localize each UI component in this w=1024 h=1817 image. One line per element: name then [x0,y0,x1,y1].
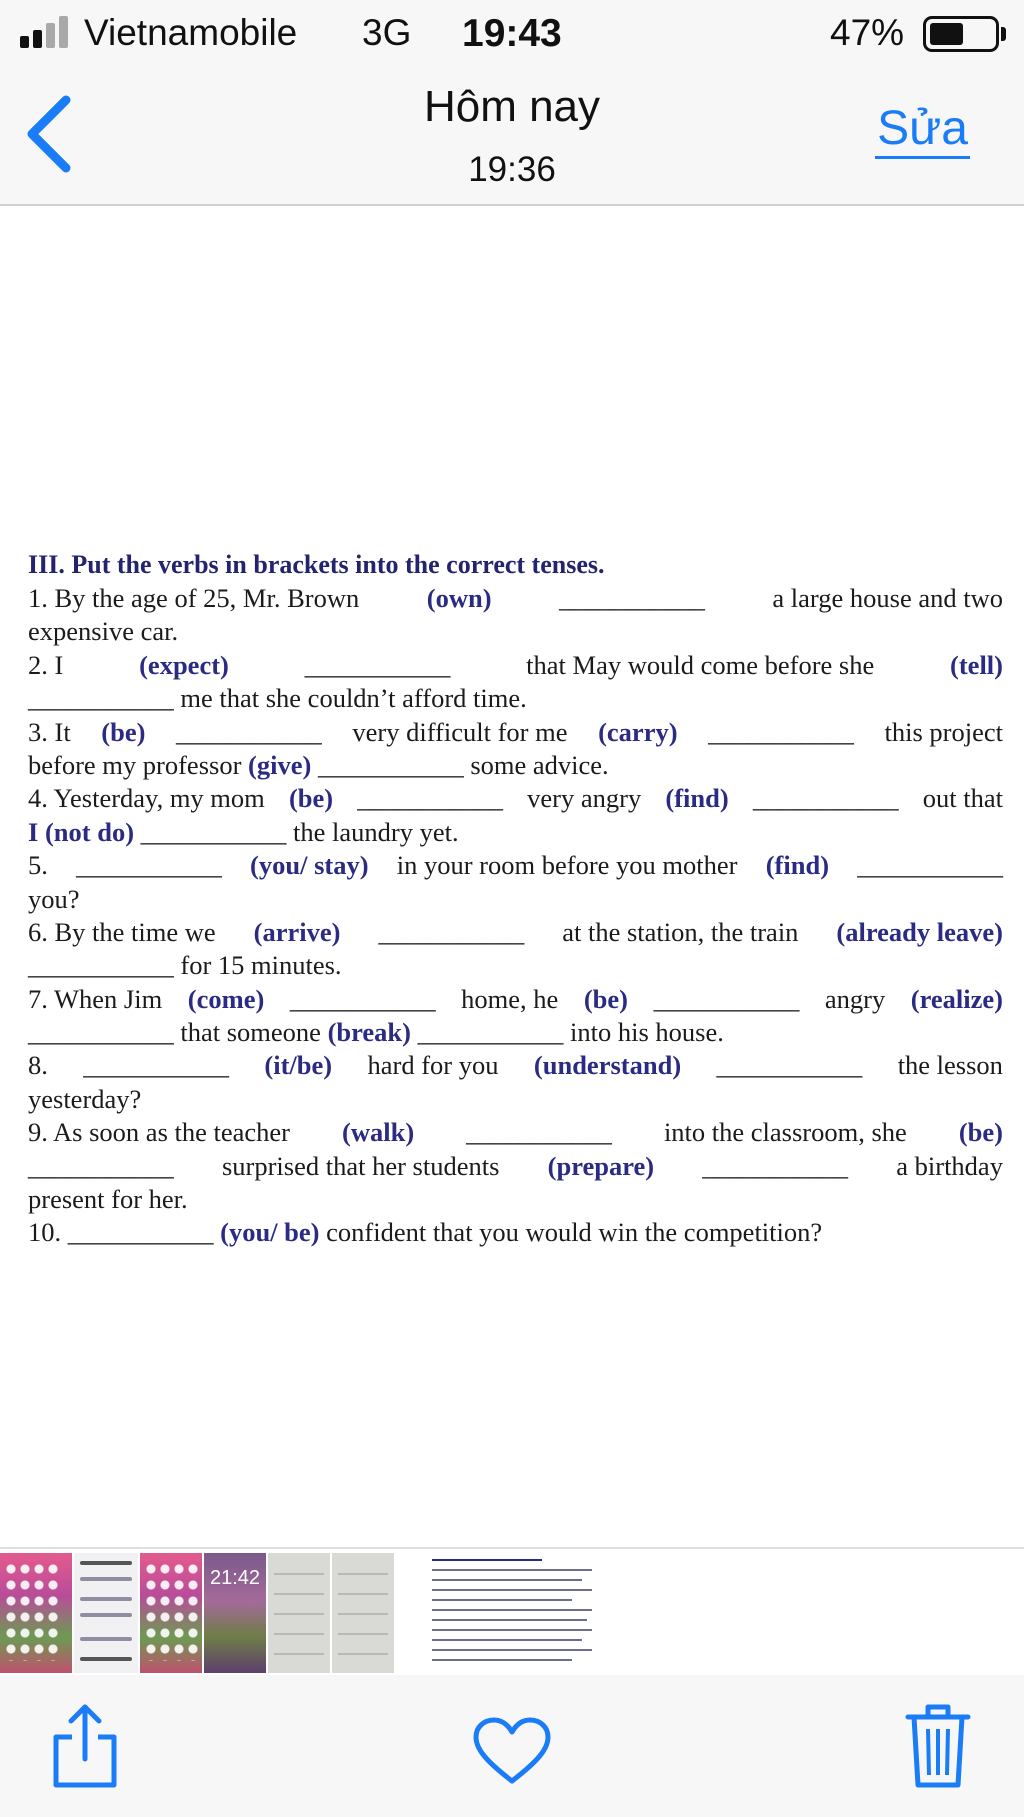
exercise-line: I (not do) ___________ the laundry yet. [28,816,459,847]
thumbnail-paper-photo[interactable] [332,1553,394,1673]
battery-tip [1001,27,1006,41]
thumbnail-paper-photo[interactable] [268,1553,330,1673]
exercise-line: ___________ for 15 minutes. [28,950,342,981]
status-clock: 19:43 [462,12,562,55]
exercise-line: 5. ___________ (you/ stay) in your room before you mother (find) ___________ [28,850,1003,881]
exercise-line: before my professor (give) ___________ some advice. [28,749,609,780]
navigation-bar [0,66,1024,206]
edit-button[interactable]: Sửa [875,102,970,159]
exercise-line: 10. ___________ (you/ be) confident that you would win the competition? [28,1217,823,1248]
exercise-line: 7. When Jim (come) ___________ home, he (be) ___________ angry (realize) [28,983,1003,1014]
heart-icon[interactable] [472,1717,552,1787]
exercise-line: 4. Yesterday, my mom (be) ___________ very angry (find) ___________ out that [28,783,1003,814]
share-icon[interactable] [50,1701,120,1791]
exercise-heading: III. Put the verbs in brackets into the correct tenses. [28,550,605,579]
thumbnail-lock-screen[interactable]: 21:42 [204,1553,266,1673]
carrier-name: Vietnamobile [84,12,298,53]
exercise-line: 3. It (be) ___________ very difficult for me (carry) ___________ this project [28,716,1003,747]
exercise-line: 1. By the age of 25, Mr. Brown (own) ___________ a large house and two [28,583,1003,613]
exercise-line: ___________ me that she couldn’t afford time. [28,683,527,714]
signal-strength-icon [20,16,74,48]
exercise-line: 6. By the time we (arrive) ___________ at the station, the train (already leave) [28,916,1003,947]
exercise-line: yesterday? [28,1083,142,1114]
status-bar [0,0,1024,66]
trash-icon[interactable] [904,1701,972,1791]
battery-percent: 47% [830,12,905,53]
exercise-line: 2. I (expect) ___________ that May would come before she (tell) [28,649,1003,680]
exercise-line: expensive car. [28,616,179,647]
exercise-line: 8. ___________ (it/be) hard for you (understand) ___________ the lesson [28,1050,1003,1081]
page-subtitle-time: 19:36 [468,150,556,189]
thumbnail-home-screen[interactable] [0,1553,72,1673]
exercise-line: present for her. [28,1184,188,1215]
exercise-line: you? [28,883,80,914]
exercise-line: 9. As soon as the teacher (walk) ___________ into the classroom, she (be) [28,1117,1003,1148]
battery-level [930,23,963,45]
bottom-toolbar [0,1675,1024,1817]
page-title: Hôm nay [423,82,601,131]
thumbnail-home-screen[interactable] [140,1553,202,1673]
network-type: 3G [362,12,412,53]
chevron-left-icon[interactable] [22,92,82,176]
exercise-line: ___________ that someone (break) ___________ into his house. [28,1017,724,1048]
photo-thumbnail-strip[interactable] [0,1547,1024,1675]
thumbnail-notes[interactable] [74,1553,138,1673]
thumbnail-current-photo[interactable] [428,1553,598,1673]
battery-icon [923,16,999,52]
photo-document [28,548,1003,1250]
exercise-line: ___________ surprised that her students (prepare) ___________ a birthday [28,1150,1003,1181]
